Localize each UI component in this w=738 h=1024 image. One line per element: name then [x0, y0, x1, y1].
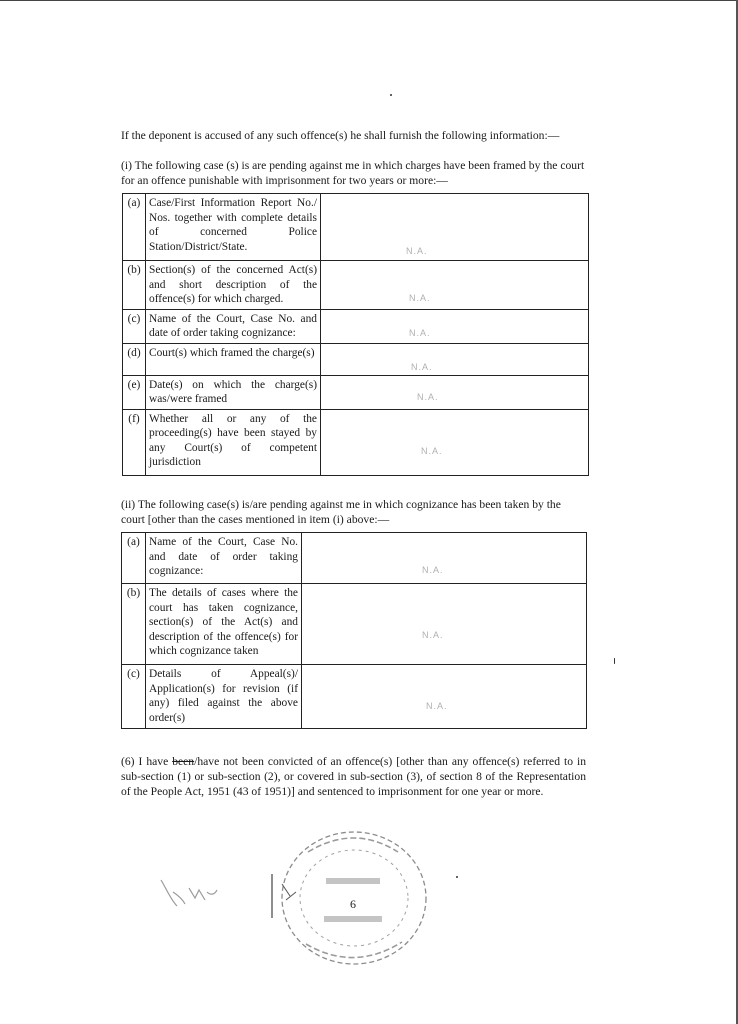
row-label: (b)	[122, 584, 146, 665]
row-answer	[321, 194, 589, 261]
section-6-prefix: (6) I have	[121, 755, 173, 768]
table-row	[122, 533, 587, 584]
table-row	[122, 584, 587, 665]
row-label: (b)	[123, 261, 146, 310]
answer-text: N.A.	[406, 246, 428, 256]
answer-text: N.A.	[417, 391, 439, 402]
section-i-heading: (i) The following case (s) is are pending against me in which charges have been framed by the court for an offence punishable with imprisonment for two years or more:—	[121, 159, 585, 187]
table-row	[123, 194, 589, 261]
answer-text: N.A.	[426, 701, 448, 711]
row-label: (f)	[123, 409, 146, 475]
row-description: Details of Appeal(s)/ Application(s) for revision (if any) filed against the above order(s)	[146, 665, 302, 729]
row-answer	[302, 533, 587, 584]
table-row	[123, 343, 589, 375]
seal-number: 6	[350, 897, 356, 911]
section-6-text: /have not been convicted of an offence(s) [other than any offence(s) referred to in sub-section (1) or sub-section (2), or covered in sub-section (3), of section 8 of the Representation of the People Act, 1951 (43 of 1951)] and sentenced to imprisonment for one year or more.	[121, 755, 586, 798]
table-row	[122, 665, 587, 729]
scan-edge-top	[0, 0, 738, 1]
row-answer	[321, 261, 589, 310]
scan-speck	[614, 658, 615, 664]
section-ii-table	[121, 532, 587, 729]
row-answer	[302, 584, 587, 665]
row-label: (a)	[122, 533, 146, 584]
row-answer	[321, 309, 589, 343]
answer-text: N.A.	[409, 327, 431, 338]
row-answer	[321, 375, 589, 409]
row-description: Court(s) which framed the charge(s)	[146, 343, 321, 375]
row-label: (a)	[123, 194, 146, 261]
row-description: Name of the Court, Case No. and date of order taking cognizance:	[146, 533, 302, 584]
row-description: Whether all or any of the proceeding(s) have been stayed by any Court(s) of competent jurisdiction	[146, 409, 321, 475]
table-row	[123, 375, 589, 409]
row-label: (d)	[123, 343, 146, 375]
row-description: Section(s) of the concerned Act(s) and short description of the offence(s) for which charged.	[146, 261, 321, 310]
answer-text: N.A.	[411, 361, 433, 372]
row-description: Date(s) on which the charge(s) was/were framed	[146, 375, 321, 409]
scan-speck	[456, 876, 458, 878]
row-answer	[302, 665, 587, 729]
row-label: (c)	[123, 309, 146, 343]
row-description: The details of cases where the court has taken cognizance, section(s) of the Act(s) and description of the offence(s) for which cognizance taken	[146, 584, 302, 665]
answer-text: N.A.	[409, 293, 431, 303]
row-description: Case/First Information Report No./ Nos. together with complete details of concerned Police Station/District/State.	[146, 194, 321, 261]
intro-text: If the deponent is accused of any such offence(s) he shall furnish the following information:—	[121, 129, 560, 142]
section-6-paragraph	[121, 754, 586, 799]
scan-speck	[390, 94, 392, 96]
row-label: (e)	[123, 375, 146, 409]
row-answer	[321, 409, 589, 475]
row-description: Name of the Court, Case No. and date of order taking cognizance:	[146, 309, 321, 343]
answer-text: N.A.	[421, 445, 443, 456]
table-row	[123, 261, 589, 310]
section-i-table	[122, 193, 589, 476]
answer-text: N.A.	[422, 565, 444, 575]
table-row	[123, 409, 589, 475]
row-answer	[321, 343, 589, 375]
struck-word: been	[172, 755, 195, 768]
answer-text: N.A.	[422, 630, 444, 640]
section-ii-heading: (ii) The following case(s) is/are pending against me in which cognizance has been taken by the court [other than the cases mentioned in item (i) above:—	[121, 498, 561, 526]
official-seal-stamp	[268, 822, 438, 972]
table-row	[123, 309, 589, 343]
row-label: (c)	[122, 665, 146, 729]
signature-scribble	[155, 870, 235, 920]
